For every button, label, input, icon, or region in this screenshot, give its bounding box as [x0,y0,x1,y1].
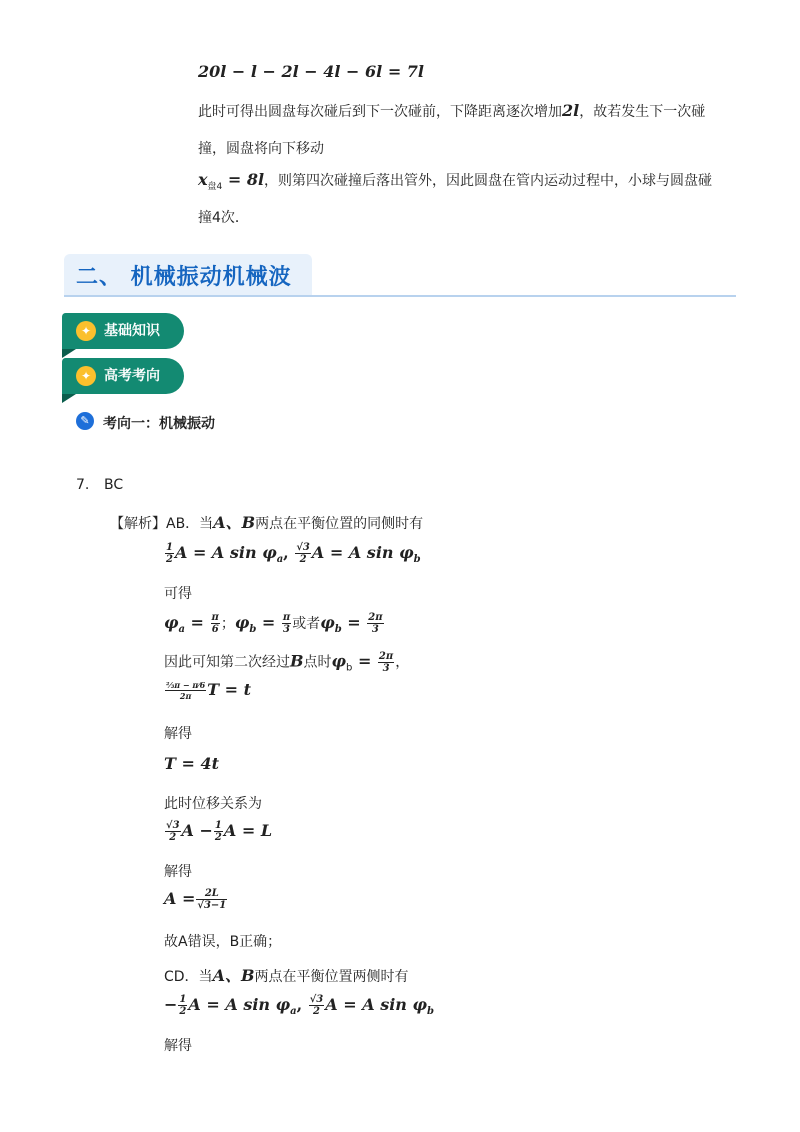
equation-T-result: T = 4t [164,754,219,773]
paragraph-1: 此时可得出圆盘每次碰后到下一次碰前，下降距离逐次增加2l，故若发生下一次碰 [198,101,706,120]
pill-label: 高考考向 [104,368,160,384]
equation-period: $\frac{\text{⅔π − π⁄6}}{2\pi}$ T = t [166,680,252,701]
lightbulb-icon: ✦ [76,366,96,386]
pill-tail [62,349,76,358]
pill-tail [62,394,76,403]
answer-number: 7. [76,477,90,493]
analysis-line-ab: 【解析】AB．当A、B两点在平衡位置的同侧时有 [110,513,424,532]
section-title: 二、 机械振动机械波 [76,265,292,290]
section-divider [64,295,736,297]
text-because: 因此可知第二次经过B点时$\varphi_b$ = $\frac{2\pi}{3}$ ， [164,651,410,674]
pill-exam-direction[interactable] [62,358,184,394]
fraction-half: $\frac{1}{2}$ [166,542,173,565]
equation-20l: 20l − l − 2l − 4l − 6l = 7l [198,62,424,81]
lightbulb-icon: ✦ [76,321,96,341]
paragraph-2: 撞，圆盘将向下移动 [198,141,324,157]
analysis-line-cd: CD．当A、B两点在平衡位置两侧时有 [164,966,409,985]
paragraph-3: $x_{盘4} = 8l$，则第四次碰撞后落出管外，因此圆盘在管内运动过程中，小球与圆盘碰 [198,170,713,192]
text-jiede-1: 解得 [164,726,192,742]
text-jiede-3: 解得 [164,1038,192,1054]
fraction-sqrt3-half: $\frac{√3}{2}$ [296,542,310,565]
equation-same-side: $\frac{1}{2}$ A = A $\sin \varphi_a$, $\frac{√3}{2}$ A = A $\sin \varphi_b$ [166,542,421,566]
text-displacement: 此时位移关系为 [164,796,262,812]
subheading: 考向一：机械振动 [103,416,215,432]
pill-basic-knowledge[interactable] [62,313,184,349]
equation-A: A = $\frac{2L}{√3-1}$ [164,888,227,911]
text-kede: 可得 [164,586,192,602]
pill-label: 基础知识 [104,323,160,339]
equation-opposite-side: − $\frac{1}{2}$ A = A $\sin \varphi_a$, $\frac{√3}{2}$ A = A $\sin \varphi_b$ [164,994,434,1018]
equation-L: $\frac{√3}{2}$ A − $\frac{1}{2}$ A = L [166,820,273,843]
answer-letters: BC [104,477,124,493]
text-jiede-2: 解得 [164,864,192,880]
pencil-icon: ✎ [76,412,94,430]
text-conclusion-ab: 故A错误，B正确； [164,934,282,950]
paragraph-4: 撞4次． [198,210,249,226]
equation-phi: $\varphi_a$ = $\frac{\pi}{6}$ ；$\varphi_b$ = $\frac{\pi}{3}$ 或者$\varphi_b$ = $\frac{2\pi}{3}$ [164,612,383,636]
